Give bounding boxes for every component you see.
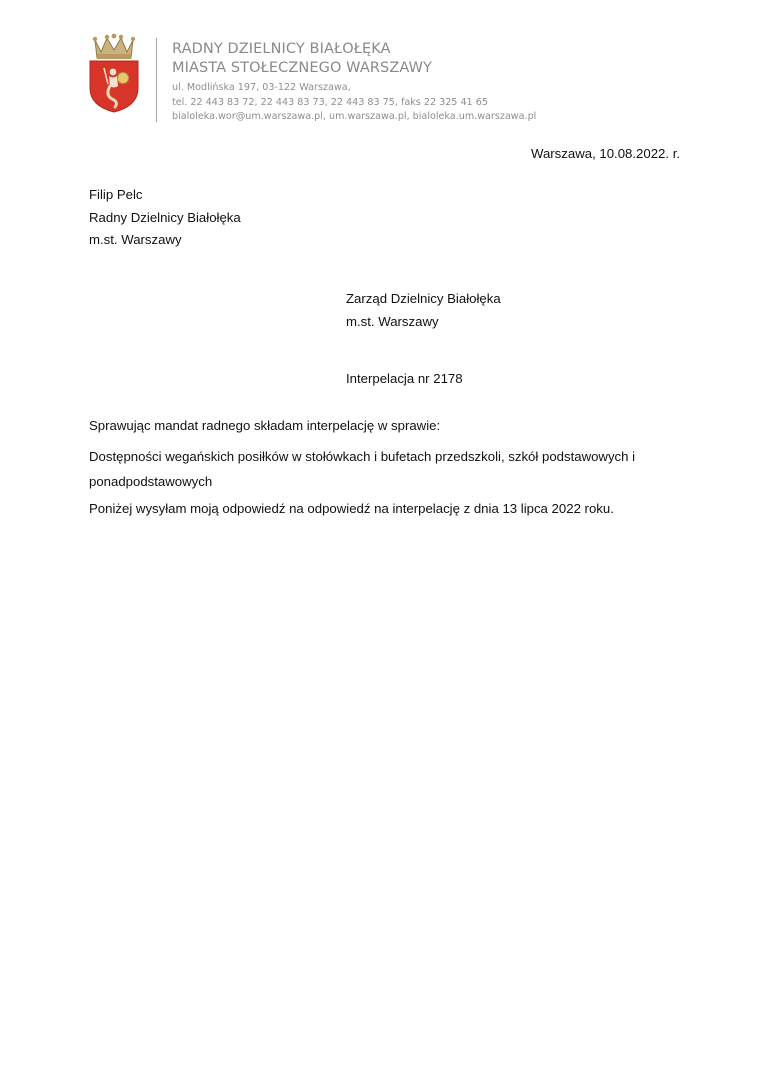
sender-block (89, 184, 241, 252)
body-reply: Poniżej wysyłam moją odpowiedź na odpowiedź na interpelację z dnia 13 lipca 2022 roku. (89, 501, 614, 516)
sender-name: Filip Pelc (89, 187, 143, 202)
sender-title: Radny Dzielnicy Białołęka (89, 209, 241, 225)
body-subject: Dostępności wegańskich posiłków w stołówkach i bufetach przedszkoli, szkół podstawowych i ponadpodstawowych (89, 449, 636, 489)
contact-web: bialoleka.wor@um.warszawa.pl, um.warszawa.pl, bialoleka.um.warszawa.pl (172, 111, 537, 123)
header-divider (156, 38, 157, 122)
interpellation-number: Interpelacja nr 2178 (346, 371, 463, 386)
recipient-block (346, 288, 501, 333)
warsaw-coat-of-arms-icon (86, 32, 142, 114)
organization-city: MIASTA STOŁECZNEGO WARSZAWY (172, 60, 432, 76)
recipient-line1: Zarząd Dzielnicy Białołęka (346, 291, 501, 306)
body-intro: Sprawując mandat radnego składam interpelację w sprawie: (89, 418, 441, 433)
contact-phones: tel. 22 443 83 72, 22 443 83 73, 22 443 83 75, faks 22 325 41 65 (172, 96, 488, 108)
contact-address: ul. Modlińska 197, 03-122 Warszawa, (172, 82, 351, 93)
letter-body (89, 416, 699, 519)
letter-date: Warszawa, 10.08.2022. r. (531, 146, 681, 161)
sender-city: m.st. Warszawy (89, 232, 182, 247)
organization-name: RADNY DZIELNICY BIAŁOŁĘKA (172, 41, 391, 57)
recipient-line2: m.st. Warszawy (346, 313, 439, 329)
letterhead (172, 40, 536, 125)
